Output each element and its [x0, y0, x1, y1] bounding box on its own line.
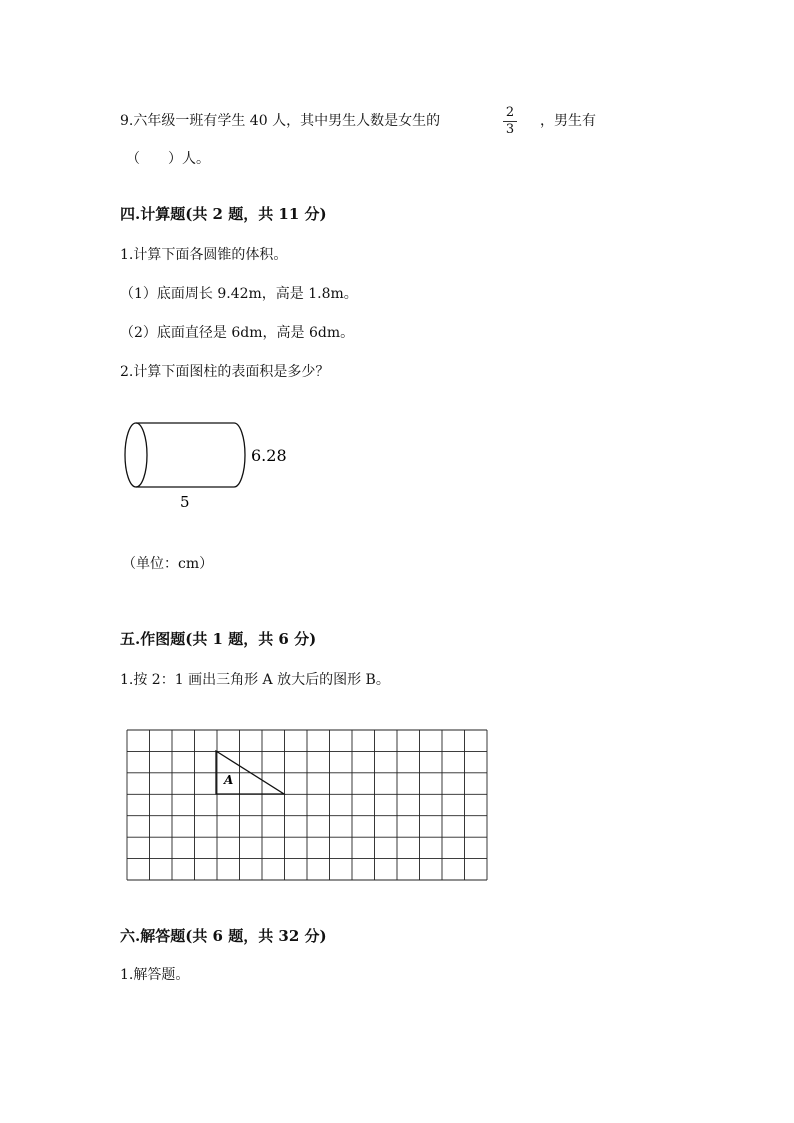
q9-answer-line: （ ）人。: [126, 151, 210, 167]
q9-text-after: ，男生有: [540, 113, 596, 129]
drawing-grid: [126, 729, 488, 881]
section4-q2: 2.计算下面图柱的表面积是多少？: [120, 364, 330, 380]
fraction-numerator: 2: [505, 105, 515, 120]
section4-q1: 1.计算下面各圆锥的体积。: [120, 247, 288, 263]
section6-q1: 1.解答题。: [120, 967, 190, 983]
section6-heading: 六.解答题(共 6 题，共 32 分): [120, 927, 327, 945]
cylinder-left-face: [125, 423, 147, 487]
section5-q1: 1.按 2：1 画出三角形 A 放大后的图形 B。: [120, 672, 390, 688]
triangle-a-label: A: [224, 773, 234, 787]
grid-lines: [127, 730, 487, 880]
section4-q1-part1: （1）底面周长 9.42m，高是 1.8m。: [120, 286, 358, 302]
q9-fraction: [503, 106, 517, 137]
fraction-denominator: 3: [505, 122, 515, 137]
unit-note: （单位：cm）: [122, 556, 214, 572]
section4-q1-part2: （2）底面直径是 6dm，高是 6dm。: [120, 325, 355, 341]
q9-text-before: 9.六年级一班有学生 40 人，其中男生人数是女生的: [120, 113, 441, 129]
cylinder-length-label: 5: [180, 493, 190, 511]
cylinder-right-face: [234, 423, 245, 487]
section5-heading: 五.作图题(共 1 题，共 6 分): [120, 630, 317, 648]
cylinder-height-label: 6.28: [251, 446, 287, 465]
section4-heading: 四.计算题(共 2 题，共 11 分): [120, 205, 327, 223]
cylinder-figure: [120, 415, 320, 515]
